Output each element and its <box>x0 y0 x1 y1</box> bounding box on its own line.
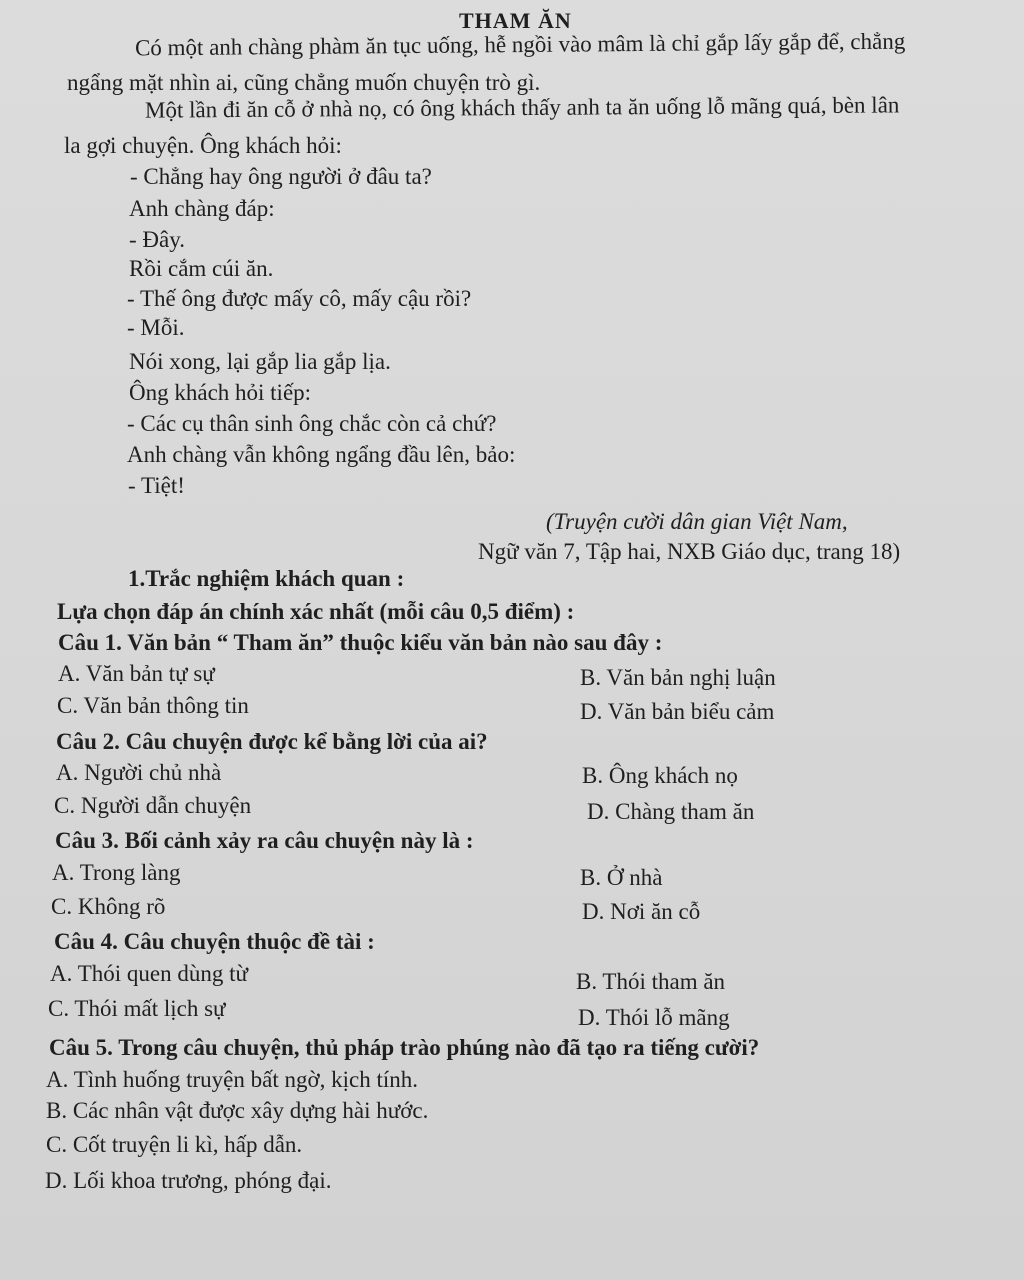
story-line-4: la gợi chuyện. Ông khách hỏi: <box>64 133 342 158</box>
q2-answer-d: D. Chàng tham ăn <box>587 799 755 824</box>
question-3: Câu 3. Bối cảnh xảy ra câu chuyện này là : <box>55 828 474 853</box>
question-2: Câu 2. Câu chuyện được kể bằng lời của ai? <box>56 729 488 754</box>
q5-answer-d: D. Lối khoa trương, phóng đại. <box>45 1168 332 1193</box>
q4-answer-c: C. Thói mất lịch sự <box>48 996 226 1021</box>
story-line-9: - Thế ông được mấy cô, mấy cậu rồi? <box>127 286 472 311</box>
story-line-11: Nói xong, lại gắp lia gắp lịa. <box>129 349 391 374</box>
q5-answer-c: C. Cốt truyện li kì, hấp dẫn. <box>46 1132 303 1157</box>
q2-answer-b: B. Ông khách nọ <box>582 763 738 788</box>
story-line-6: Anh chàng đáp: <box>129 196 275 221</box>
story-line-10: - Mỗi. <box>127 315 185 340</box>
source-line-1: (Truyện cười dân gian Việt Nam, <box>546 509 848 534</box>
instruction-text: Lựa chọn đáp án chính xác nhất (mỗi câu 0,5 điểm) : <box>57 599 575 624</box>
document-title: THAM ĂN <box>459 8 572 33</box>
story-line-5: - Chẳng hay ông người ở đâu ta? <box>130 164 432 189</box>
q5-answer-a: A. Tình huống truyện bất ngờ, kịch tính. <box>46 1067 419 1092</box>
q3-answer-c: C. Không rõ <box>51 894 166 919</box>
q1-answer-c: C. Văn bản thông tin <box>57 693 249 718</box>
story-line-15: - Tiệt! <box>128 473 185 498</box>
q1-answer-a: A. Văn bản tự sự <box>58 661 215 686</box>
q1-answer-d: D. Văn bản biểu cảm <box>580 699 775 724</box>
q4-answer-b: B. Thói tham ăn <box>576 969 726 994</box>
q4-answer-a: A. Thói quen dùng từ <box>50 961 248 986</box>
q2-answer-a: A. Người chủ nhà <box>56 760 222 785</box>
q1-answer-b: B. Văn bản nghị luận <box>580 665 776 690</box>
q5-answer-b: B. Các nhân vật được xây dựng hài hước. <box>46 1098 429 1123</box>
section-title: 1.Trắc nghiệm khách quan : <box>128 566 405 591</box>
story-line-8: Rồi cắm cúi ăn. <box>129 256 274 281</box>
question-5: Câu 5. Trong câu chuyện, thủ pháp trào phúng nào đã tạo ra tiếng cười? <box>49 1035 760 1060</box>
q2-answer-c: C. Người dẫn chuyện <box>54 793 252 818</box>
story-line-3: Một lần đi ăn cỗ ở nhà nọ, có ông khách thấy anh ta ăn uống lỗ mãng quá, bèn lân <box>144 92 900 123</box>
source-line-2: Ngữ văn 7, Tập hai, NXB Giáo dục, trang 18) <box>478 539 901 564</box>
q4-answer-d: D. Thói lỗ mãng <box>578 1005 730 1030</box>
story-line-1: Có một anh chàng phàm ăn tục uống, hễ ngồi vào mâm là chỉ gắp lấy gắp để, chẳng <box>134 28 906 61</box>
story-line-2: ngẩng mặt nhìn ai, cũng chẳng muốn chuyện trò gì. <box>67 70 541 95</box>
story-line-7: - Đây. <box>129 227 185 252</box>
q3-answer-b: B. Ở nhà <box>580 865 663 890</box>
story-line-14: Anh chàng vẫn không ngẩng đầu lên, bảo: <box>127 442 516 467</box>
question-4: Câu 4. Câu chuyện thuộc đề tài : <box>54 929 375 954</box>
story-line-13: - Các cụ thân sinh ông chắc còn cả chứ? <box>127 411 497 436</box>
q3-answer-d: D. Nơi ăn cỗ <box>582 899 701 924</box>
q3-answer-a: A. Trong làng <box>52 860 181 885</box>
question-1: Câu 1. Văn bản “ Tham ăn” thuộc kiểu văn bản nào sau đây : <box>58 630 663 655</box>
story-line-12: Ông khách hỏi tiếp: <box>129 380 312 405</box>
